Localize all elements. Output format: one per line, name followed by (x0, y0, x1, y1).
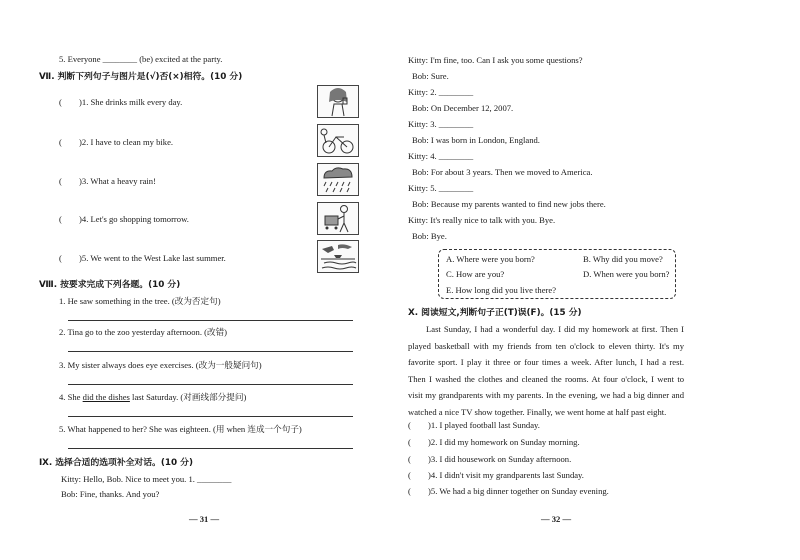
dialogue-line: Bob: For about 3 years. Then we moved to America. (412, 167, 593, 177)
answer-line-2 (68, 351, 353, 352)
tf-item-3: ( )3. I did housework on Sunday afternoon. (408, 454, 572, 464)
dialogue-line: Kitty: 3. ________ (408, 119, 474, 129)
rewrite-item-4: 4. She did the dishes last Saturday. (对画线部分提问) (59, 392, 247, 402)
dialogue-line: Kitty: I'm fine, too. Can I ask you some questions? (408, 55, 583, 65)
judge-item-2: ( )2. I have to clean my bike. (59, 137, 174, 147)
rain-cloud-icon (317, 163, 359, 196)
page-number-32: — 32 — (541, 514, 572, 524)
answer-line-3 (68, 384, 353, 385)
section-7-title: Ⅶ. 判断下列句子与图片是(√)否(×)相符。(10 分) (39, 72, 243, 82)
tf-item-5: ( )5. We had a big dinner together on Sunday evening. (408, 486, 609, 496)
option-c: C. How are you? (446, 269, 505, 279)
dialogue-line: Bob: Because my parents wanted to find new jobs there. (412, 199, 606, 209)
dialogue-line-kitty-1: Kitty: Hello, Bob. Nice to meet you. 1. ________ (61, 474, 232, 484)
dialogue-line: Bob: Sure. (412, 71, 449, 81)
west-lake-icon (317, 240, 359, 273)
tf-item-2: ( )2. I did my homework on Sunday morning. (408, 437, 580, 447)
judge-item-3: ( )3. What a heavy rain! (59, 176, 156, 186)
answer-line-1 (68, 320, 353, 321)
dialogue-line-bob-1: Bob: Fine, thanks. And you? (61, 489, 160, 499)
answer-line-5 (68, 448, 353, 449)
section-8-title: Ⅷ. 按要求完成下列各题。(10 分) (39, 280, 181, 290)
page-number-31: — 31 — (189, 514, 220, 524)
option-e: E. How long did you live there? (446, 285, 557, 295)
rewrite-item-2: 2. Tina go to the zoo yesterday afternoon. (改错) (59, 327, 228, 337)
dialogue-line: Kitty: It's really nice to talk with you. Bye. (408, 215, 556, 225)
dialogue-line: Kitty: 4. ________ (408, 151, 474, 161)
dialogue-line: Bob: Bye. (412, 231, 447, 241)
fill-in-item-5: 5. Everyone ________ (be) excited at the party. (59, 54, 223, 64)
rewrite-item-5: 5. What happened to her? She was eighteen. (用 when 连成一个句子) (59, 424, 302, 434)
rewrite-item-3: 3. My sister always does eye exercises. (改为一般疑问句) (59, 360, 262, 370)
section-10-title: Ⅹ. 阅读短文,判断句子正(T)误(F)。(15 分) (408, 308, 582, 318)
dialogue-line: Kitty: 2. ________ (408, 87, 474, 97)
tf-item-1: ( )1. I played football last Sunday. (408, 420, 540, 430)
judge-item-1: ( )1. She drinks milk every day. (59, 97, 183, 107)
judge-item-4: ( )4. Let's go shopping tomorrow. (59, 214, 189, 224)
underlined-phrase: did the dishes (82, 392, 130, 402)
dialogue-line: Bob: On December 12, 2007. (412, 103, 514, 113)
dialogue-line: Bob: I was born in London, England. (412, 135, 540, 145)
option-a: A. Where were you born? (446, 254, 535, 264)
option-b: B. Why did you move? (583, 254, 663, 264)
answer-line-4 (68, 416, 353, 417)
girl-drinking-icon (317, 85, 359, 118)
judge-item-5: ( )5. We went to the West Lake last summer. (59, 253, 226, 263)
tf-item-4: ( )4. I didn't visit my grandparents last Sunday. (408, 470, 584, 480)
shopping-cart-icon (317, 202, 359, 235)
reading-passage: Last Sunday, I had a wonderful day. I did my homework at first. Then I played basketball with my friends from ten o'clock to eleven thirty. It's my favorite sport. I play it three or four times a week. After lunch, I had a rest. Then I washed the clothes and cleaned the rooms. At four o'clock, I went to visit my grandparents with my parents. In the evening, we had a big dinner and watched a nice TV show together. Finally, we went home at half past eight. (408, 324, 684, 417)
section-9-title: Ⅸ. 选择合适的选项补全对话。(10 分) (39, 458, 193, 468)
bike-cleaning-icon (317, 124, 359, 157)
dialogue-line: Kitty: 5. ________ (408, 183, 474, 193)
option-d: D. When were you born? (583, 269, 670, 279)
rewrite-item-1: 1. He saw something in the tree. (改为否定句) (59, 296, 221, 306)
